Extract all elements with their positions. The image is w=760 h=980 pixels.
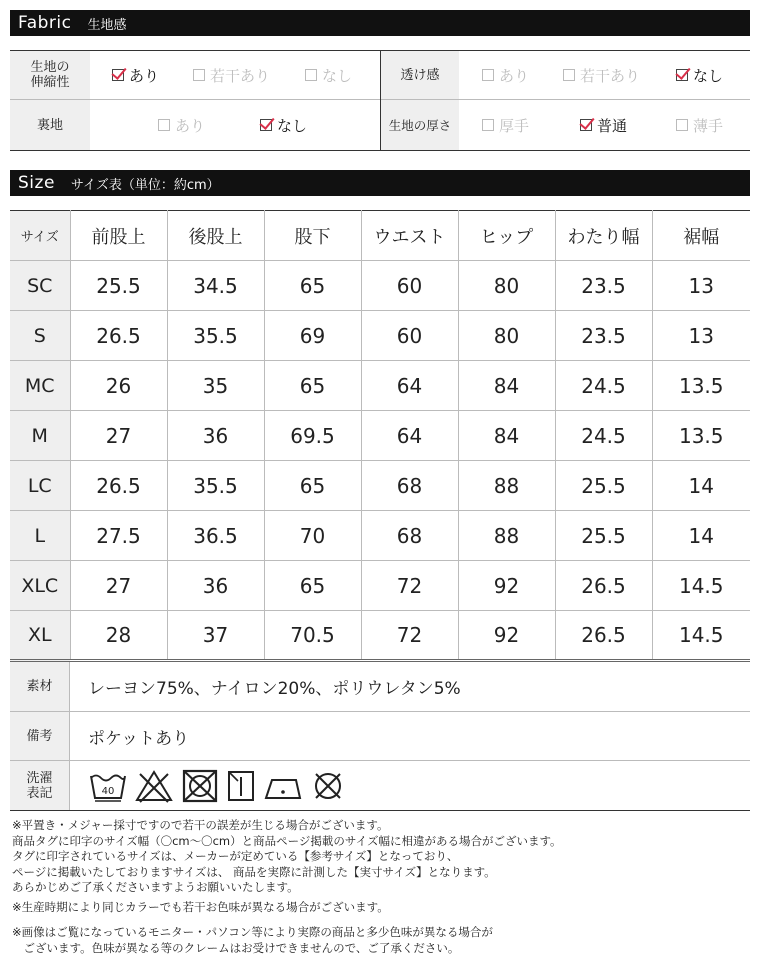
measurement-cell: 25.5 xyxy=(555,461,652,511)
measurement-cell: 80 xyxy=(458,311,555,361)
measurement-cell: 65 xyxy=(264,561,361,611)
lining-option-no xyxy=(260,100,307,150)
measurement-cell: 69 xyxy=(264,311,361,361)
measurement-cell: 14.5 xyxy=(652,611,750,661)
sheer-option-slight xyxy=(563,51,640,99)
checkbox-empty-icon xyxy=(563,69,575,81)
measurement-cell: 23.5 xyxy=(555,261,652,311)
measurement-cell: 27 xyxy=(70,561,167,611)
measurement-cell: 24.5 xyxy=(555,411,652,461)
measurement-cell: 26.5 xyxy=(555,611,652,661)
measurement-cell: 14.5 xyxy=(652,561,750,611)
table-row xyxy=(10,611,750,661)
notes-block-1 xyxy=(12,818,562,896)
measurement-cell: 88 xyxy=(458,511,555,561)
table-row xyxy=(10,411,750,461)
measurement-cell: 35 xyxy=(167,361,264,411)
note-line: あらかじめご了承くださいますようお願いいたします。 xyxy=(12,880,299,894)
laundry-label xyxy=(10,761,70,810)
measurement-cell: 68 xyxy=(361,461,458,511)
table-row xyxy=(10,561,750,611)
sheer-label xyxy=(381,51,459,99)
option-label: あり xyxy=(499,66,530,85)
stretch-label-line2: 伸縮性 xyxy=(30,75,70,90)
measurement-cell: 26 xyxy=(70,361,167,411)
lining-label-text: 裏地 xyxy=(36,117,63,133)
checkbox-checked-icon xyxy=(112,69,124,81)
stretch-option-no xyxy=(305,51,352,99)
note-line: ※生産時期により同じカラーでも若干お色味が異なる場合がございます。 xyxy=(12,900,389,914)
option-label: あり xyxy=(129,66,160,85)
fabric-subtitle: 生地感 xyxy=(87,17,127,33)
checkbox-checked-icon xyxy=(676,69,688,81)
stretch-label xyxy=(10,51,90,99)
option-label: 普通 xyxy=(597,116,628,135)
checkbox-empty-icon xyxy=(482,69,494,81)
table-row xyxy=(10,361,750,411)
note-line: タグに印字されているサイズは、メーカーが定めている【参考サイズ】となっており、 xyxy=(12,849,459,863)
remarks-label: 備考 xyxy=(10,712,70,760)
measurement-cell: 27.5 xyxy=(70,511,167,561)
measurement-cell: 35.5 xyxy=(167,461,264,511)
measurement-cell: 23.5 xyxy=(555,311,652,361)
lining-label xyxy=(10,100,90,150)
measurement-cell: 92 xyxy=(458,561,555,611)
option-label: なし xyxy=(277,116,308,135)
measurement-cell: 36.5 xyxy=(167,511,264,561)
laundry-symbols xyxy=(88,761,346,810)
table-row xyxy=(10,311,750,361)
laundry-label-line2: 表記 xyxy=(26,785,53,801)
column-header: ウエスト xyxy=(361,211,458,261)
column-header: ヒップ xyxy=(458,211,555,261)
measurement-cell: 14 xyxy=(652,511,750,561)
measurement-cell: 36 xyxy=(167,561,264,611)
thickness-option-normal xyxy=(580,100,627,150)
thickness-option-thin xyxy=(676,100,723,150)
material-label: 素材 xyxy=(10,662,70,711)
size-subtitle: サイズ表（単位：約cm） xyxy=(70,177,220,193)
size-section-header xyxy=(10,170,750,196)
column-header: 裾幅 xyxy=(652,211,750,261)
size-label-cell: L xyxy=(10,511,70,561)
wash-temp-text: 40 xyxy=(101,785,115,797)
option-label: 厚手 xyxy=(499,116,530,135)
option-label: なし xyxy=(693,66,724,85)
sheer-option-yes xyxy=(482,51,529,99)
measurement-cell: 72 xyxy=(361,611,458,661)
measurement-cell: 72 xyxy=(361,561,458,611)
measurement-cell: 26.5 xyxy=(70,311,167,361)
measurement-cell: 65 xyxy=(264,461,361,511)
measurement-cell: 64 xyxy=(361,411,458,461)
thickness-option-thick xyxy=(482,100,529,150)
size-title: Size xyxy=(18,173,55,193)
fabric-table xyxy=(10,50,750,151)
size-label-cell: M xyxy=(10,411,70,461)
measurement-cell: 26.5 xyxy=(70,461,167,511)
column-header: 後股上 xyxy=(167,211,264,261)
size-table-header-row xyxy=(10,211,750,261)
measurement-cell: 65 xyxy=(264,361,361,411)
laundry-row xyxy=(10,761,750,811)
measurement-cell: 28 xyxy=(70,611,167,661)
table-row xyxy=(10,461,750,511)
size-table xyxy=(10,210,750,662)
checkbox-empty-icon xyxy=(305,69,317,81)
stretch-option-slight xyxy=(193,51,270,99)
measurement-cell: 84 xyxy=(458,411,555,461)
checkbox-empty-icon xyxy=(193,69,205,81)
measurement-cell: 70.5 xyxy=(264,611,361,661)
option-label: なし xyxy=(322,66,353,85)
size-table-body xyxy=(10,261,750,661)
measurement-cell: 60 xyxy=(361,261,458,311)
notes-block-2 xyxy=(12,900,389,916)
option-label: あり xyxy=(175,116,206,135)
measurement-cell: 88 xyxy=(458,461,555,511)
option-label: 若干あり xyxy=(580,66,641,85)
measurement-cell: 65 xyxy=(264,261,361,311)
lining-option-yes xyxy=(158,100,205,150)
size-label-cell: S xyxy=(10,311,70,361)
size-label-cell: LC xyxy=(10,461,70,511)
option-label: 若干あり xyxy=(210,66,271,85)
table-row xyxy=(10,511,750,561)
measurement-cell: 84 xyxy=(458,361,555,411)
measurement-cell: 13.5 xyxy=(652,411,750,461)
fabric-title: Fabric xyxy=(18,13,72,33)
measurement-cell: 14 xyxy=(652,461,750,511)
measurement-cell: 69.5 xyxy=(264,411,361,461)
notes-block-3 xyxy=(12,925,493,956)
no-bleach-icon xyxy=(134,768,174,804)
measurement-cell: 36 xyxy=(167,411,264,461)
measurement-cell: 64 xyxy=(361,361,458,411)
line-dry-shade-icon xyxy=(226,768,256,804)
measurement-cell: 25.5 xyxy=(70,261,167,311)
column-header: 股下 xyxy=(264,211,361,261)
measurement-cell: 35.5 xyxy=(167,311,264,361)
stretch-option-yes xyxy=(112,51,159,99)
measurement-cell: 13 xyxy=(652,311,750,361)
column-header: 前股上 xyxy=(70,211,167,261)
no-dry-clean-icon xyxy=(310,768,346,804)
column-header: わたり幅 xyxy=(555,211,652,261)
note-line: ページに掲載いたしておりますサイズは、 商品を実際に計測した【実寸サイズ】となります。 xyxy=(12,864,496,879)
iron-low-icon xyxy=(262,768,304,804)
note-line: ※平置き・メジャー採寸ですので若干の誤差が生じる場合がございます。 xyxy=(12,818,389,832)
option-label: 薄手 xyxy=(693,116,724,135)
measurement-cell: 60 xyxy=(361,311,458,361)
sheer-option-no xyxy=(676,51,723,99)
measurement-cell: 34.5 xyxy=(167,261,264,311)
measurement-cell: 37 xyxy=(167,611,264,661)
remarks-row xyxy=(10,712,750,761)
sheer-label-text: 透け感 xyxy=(400,67,440,83)
measurement-cell: 26.5 xyxy=(555,561,652,611)
measurement-cell: 92 xyxy=(458,611,555,661)
measurement-cell: 27 xyxy=(70,411,167,461)
table-row xyxy=(10,261,750,311)
size-label-cell: MC xyxy=(10,361,70,411)
checkbox-checked-icon xyxy=(260,119,272,131)
measurement-cell: 13.5 xyxy=(652,361,750,411)
material-value: レーヨン75%、ナイロン20%、ポリウレタン5% xyxy=(88,679,461,699)
thickness-label xyxy=(381,100,459,150)
fabric-divider xyxy=(380,51,381,150)
checkbox-empty-icon xyxy=(482,119,494,131)
wash-40-icon xyxy=(88,768,128,804)
laundry-label-line1: 洗濯 xyxy=(26,770,53,786)
size-label-cell: XL xyxy=(10,611,70,661)
note-line: ※画像はご覧になっているモニター・パソコン等により実際の商品と多少色味が異なる場合が xyxy=(12,925,493,939)
thickness-label-text: 生地の厚さ xyxy=(388,117,452,133)
size-label-cell: SC xyxy=(10,261,70,311)
measurement-cell: 25.5 xyxy=(555,511,652,561)
no-tumble-dry-icon xyxy=(180,768,220,804)
material-row xyxy=(10,662,750,712)
remarks-value: ポケットあり xyxy=(88,728,190,749)
checkbox-checked-icon xyxy=(580,119,592,131)
measurement-cell: 68 xyxy=(361,511,458,561)
stretch-label-line1: 生地の xyxy=(30,60,70,75)
measurement-cell: 80 xyxy=(458,261,555,311)
note-line: 商品タグに印字のサイズ幅（〇cm〜〇cm）と商品ページ掲載のサイズ幅に相違がある場合がございます。 xyxy=(12,833,562,848)
checkbox-empty-icon xyxy=(676,119,688,131)
measurement-cell: 70 xyxy=(264,511,361,561)
size-label-cell: XLC xyxy=(10,561,70,611)
note-line: ございます。色味が異なる等のクレームはお受けできませんので、ご了承ください。 xyxy=(12,940,460,955)
column-header: サイズ xyxy=(10,211,70,261)
checkbox-empty-icon xyxy=(158,119,170,131)
measurement-cell: 13 xyxy=(652,261,750,311)
fabric-section-header xyxy=(10,10,750,36)
measurement-cell: 24.5 xyxy=(555,361,652,411)
